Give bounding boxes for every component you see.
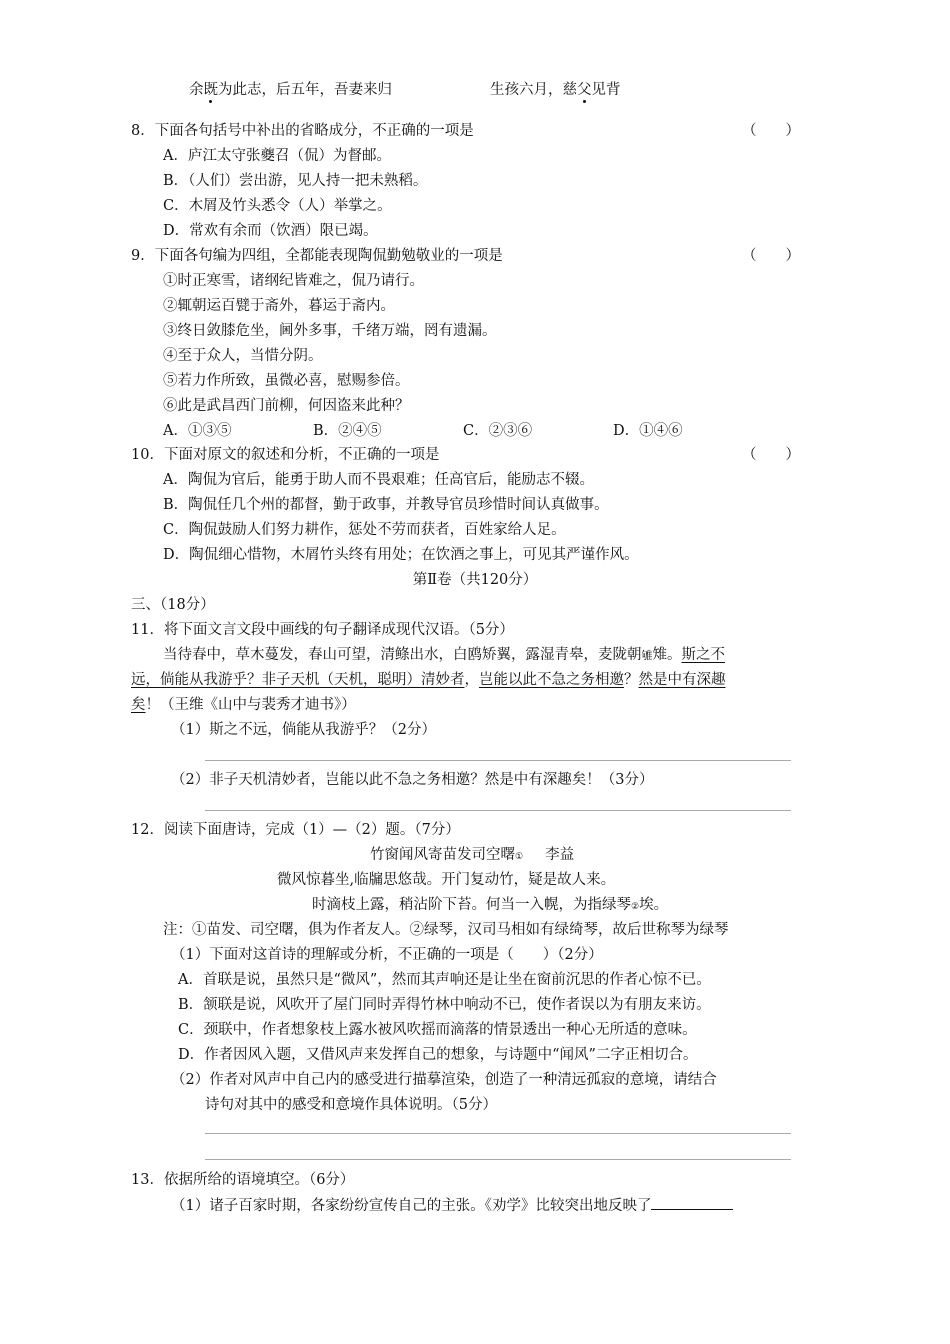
q9-option-a: A．①③⑤ — [163, 423, 232, 439]
top-excerpt-right: 生孩六月，慈父见背 — [490, 82, 621, 98]
q13-stem: 13．依据所给的语境填空。（6分） — [131, 1172, 355, 1188]
q10-stem: 10．下面对原文的叙述和分析，不正确的一项是 — [131, 447, 440, 463]
poem-author: 李益 — [545, 847, 575, 863]
q9-sentence-6: ⑥此是武昌西门前柳，何因盗来此种？ — [163, 398, 410, 414]
emphasis-dot: 父 — [577, 82, 592, 98]
fill-in-blank[interactable] — [651, 1195, 733, 1210]
q12-subquestion-1: （1）下面对这首诗的理解或分析，不正确的一项是（ ）（2分） — [171, 947, 603, 963]
q9-stem: 9．下面各句编为四组，全都能表现陶侃勤勉敬业的一项是 — [131, 248, 503, 264]
q12-option-c: C．颈联中，作者想象枝上露水被风吹摇而滴落的情景透出一种心无所适的意味。 — [178, 1022, 697, 1038]
q12-subquestion-2: （2）作者对风声中自己内的感受进行描摹渲染，创造了一种清远孤寂的意境，请结合 — [171, 1072, 717, 1088]
section-3-heading: 三、（18分） — [131, 597, 215, 613]
q11-passage-line-3: 矣！（王维《山中与裴秀才迪书》） — [131, 697, 356, 713]
q9-sentence-4: ④至于众人，当惜分阴。 — [163, 348, 323, 364]
q10-option-b: B．陶侃任几个州的都督，勤于政事，并教导官员珍惜时间认真做事。 — [163, 497, 609, 513]
answer-line[interactable] — [205, 1133, 791, 1134]
answer-line[interactable] — [205, 810, 791, 811]
underlined-sentence: 矣 — [131, 697, 146, 713]
q12-option-b: B．颔联是说，风吹开了屋门同时弄得竹林中响动不已，使作者误以为有朋友来访。 — [178, 997, 711, 1013]
emphasis-dot: 既 — [203, 82, 218, 98]
q10-option-d: D．陶侃细心惜物，木屑竹头终有用处；在饮酒之事上，可见其严谨作风。 — [163, 547, 639, 563]
q10-option-c: C．陶侃鼓励人们努力耕作，惩处不劳而获者，百姓家给人足。 — [163, 522, 566, 538]
q8-option-c: C．木屑及竹头悉令（人）举掌之。 — [163, 198, 392, 214]
poem-line-2: 时滴枝上露，稍沾阶下苔。何当一入幌，为指绿琴②埃。 — [312, 897, 669, 913]
top-excerpt-left: 余既为此志，后五年，吾妻来归 — [189, 82, 392, 98]
q9-option-c: C．②③⑥ — [463, 423, 533, 439]
underlined-sentence: 非子天机（天机，聪明）清妙者 — [261, 672, 465, 688]
q13-subquestion-1: （1）诸子百家时期，各家纷纷宣传自己的主张。《劝学》比较突出地反映了 — [171, 1195, 733, 1216]
q11-subquestion-1: （1）斯之不远，倘能从我游乎？（2分） — [171, 722, 436, 738]
q10-answer-paren: （ ） — [742, 447, 800, 463]
q8-option-a: A．庐江太守张夔召（侃）为督邮。 — [163, 148, 391, 164]
q8-stem: 8．下面各句括号中补出的省略成分，不正确的一项是 — [131, 123, 474, 139]
underlined-sentence: 斯之不 — [681, 647, 725, 663]
answer-line[interactable] — [205, 1159, 791, 1160]
q9-answer-paren: （ ） — [742, 248, 800, 264]
q11-passage-line-2: 远，倘能从我游乎？非子天机（天机，聪明）清妙者，岂能以此不急之务相邀？然是中有深趣 — [131, 672, 726, 688]
q9-option-d: D．①④⑥ — [613, 423, 683, 439]
poem-title: 竹窗闻风寄苗发司空曙① 李益 — [370, 847, 575, 863]
q12-subquestion-2-continued: 诗句对其中的感受和意境作具体说明。（5分） — [205, 1097, 497, 1113]
answer-line[interactable] — [205, 760, 791, 761]
q9-option-b: B．②④⑤ — [313, 423, 382, 439]
q12-stem: 12．阅读下面唐诗，完成（1）—（2）题。（7分） — [131, 822, 460, 838]
poem-line-1: 微风惊暮坐,临牖思悠哉。开门复动竹，疑是故人来。 — [277, 872, 616, 888]
underlined-sentence: 然是中有深趣 — [638, 672, 726, 688]
q8-option-d: D．常欢有余而（饮酒）限已竭。 — [163, 223, 378, 239]
q9-sentence-3: ③终日敛膝危坐，阃外多事，千绪万端，罔有遗漏。 — [163, 323, 497, 339]
q11-passage-line-1: 当待春中，草木蔓发，春山可望，清鲦出水，白鸥矫翼，露湿青皋，麦陇朝雊雉。斯之不 — [163, 647, 725, 663]
q12-option-d: D．作者因风入题，又借风声来发挥自己的想象，与诗题中“闻风”二字正相切合。 — [178, 1047, 698, 1063]
volume-2-heading: 第Ⅱ卷（共120分） — [412, 572, 538, 588]
q8-answer-paren: （ ） — [742, 123, 800, 139]
q9-sentence-2: ②辄朝运百甓于斋外，暮运于斋内。 — [163, 298, 395, 314]
underlined-sentence: 岂能以此不急之务相邀 — [479, 672, 624, 688]
q10-option-a: A．陶侃为官后，能勇于助人而不畏艰难；任高官后，能励志不辍。 — [163, 472, 594, 488]
q11-subquestion-2: （2）非子天机清妙者，岂能以此不急之务相邀？然是中有深趣矣！（3分） — [171, 772, 654, 788]
q11-stem: 11．将下面文言文段中画线的句子翻译成现代汉语。（5分） — [131, 622, 514, 638]
underlined-sentence: 远，倘能从我游乎？ — [131, 672, 262, 688]
q12-option-a: A．首联是说，虽然只是“微风”，然而其声响还是让坐在窗前沉思的作者心惊不已。 — [178, 972, 711, 988]
q8-option-b: B．（人们）尝出游，见人持一把未熟稻。 — [163, 173, 428, 189]
q9-sentence-1: ①时正寒雪，诸纲纪皆难之，侃乃请行。 — [163, 273, 424, 289]
poem-note: 注：①苗发、司空曙，俱为作者友人。②绿琴，汉司马相如有绿绮琴，故后世称琴为绿琴 — [163, 922, 729, 938]
q9-sentence-5: ⑤若力作所致，虽微必喜，慰赐参倍。 — [163, 373, 410, 389]
